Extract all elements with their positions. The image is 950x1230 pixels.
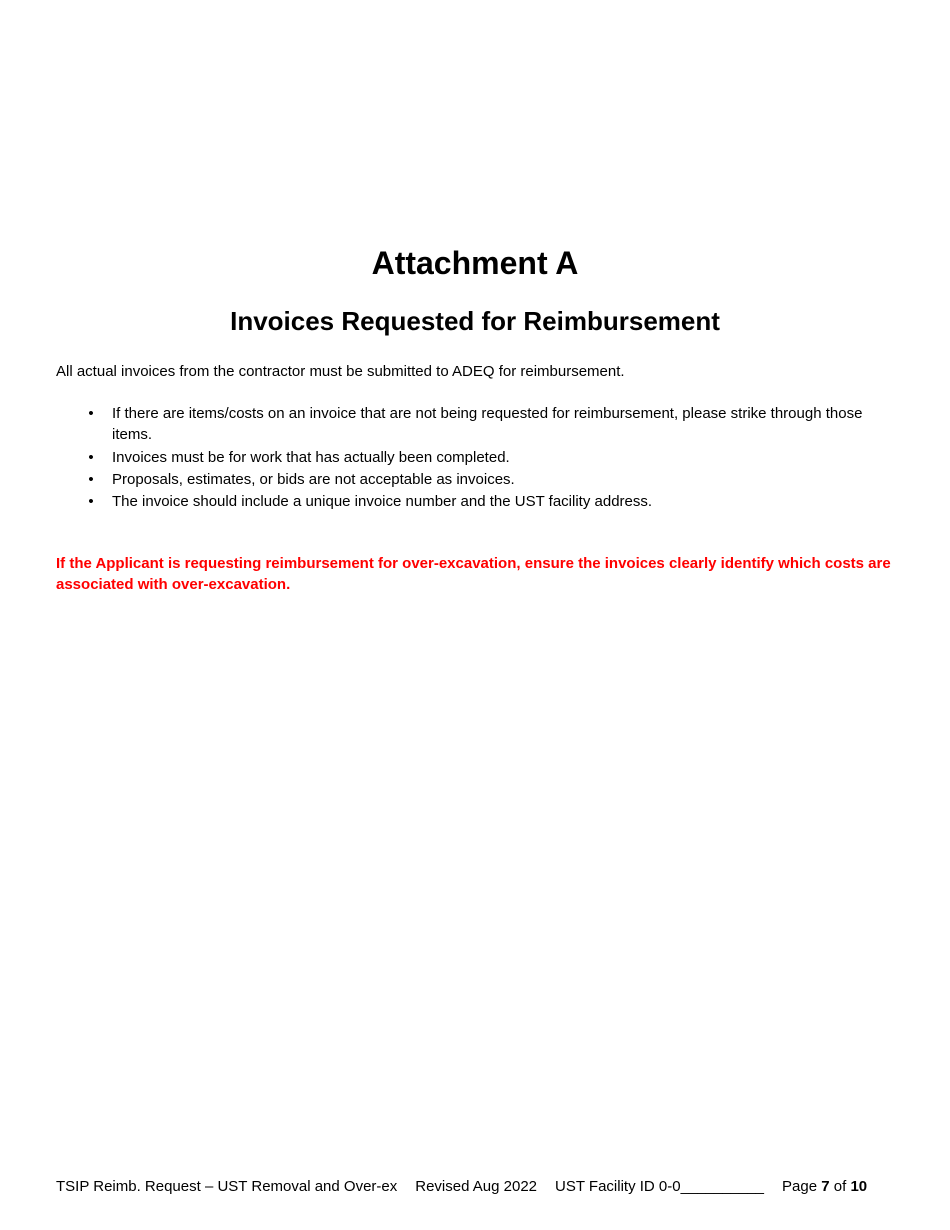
list-item [56,491,896,512]
page-footer [56,1176,896,1197]
list-item [56,469,896,490]
list-item-text: If there are items/costs on an invoice that are not being requested for reimbursement, please strike through those items. [112,405,863,443]
bullet-icon: • [88,471,94,488]
page-of: of [833,1178,847,1195]
bullet-icon: • [88,449,94,466]
footer-revised-date: Revised Aug 2022 [415,1178,538,1195]
list-item-text: The invoice should include a unique invoice number and the UST facility address. [112,493,653,510]
footer-form-name: TSIP Reimb. Request – UST Removal and Over-ex [56,1178,398,1195]
over-excavation-notice: If the Applicant is requesting reimbursement for over-excavation, ensure the invoices clearly identify which costs are associated with over-excavation. [56,555,891,593]
footer-page-number [782,1176,867,1197]
list-item [56,447,896,468]
footer-facility-id: UST Facility ID 0-0__________ [555,1178,765,1195]
list-item-text: Proposals, estimates, or bids are not acceptable as invoices. [112,471,515,488]
page-prefix: Page [782,1178,818,1195]
page-current: 7 [821,1178,830,1195]
page-total: 10 [850,1178,868,1195]
page-subtitle: Invoices Requested for Reimbursement [230,306,720,336]
requirements-list [56,403,896,513]
intro-paragraph: All actual invoices from the contractor must be submitted to ADEQ for reimbursement. [56,363,625,380]
bullet-icon: • [88,405,94,422]
page-title: Attachment A [371,245,579,281]
bullet-icon: • [88,493,94,510]
list-item-text: Invoices must be for work that has actually been completed. [112,449,510,466]
list-item [56,403,896,445]
